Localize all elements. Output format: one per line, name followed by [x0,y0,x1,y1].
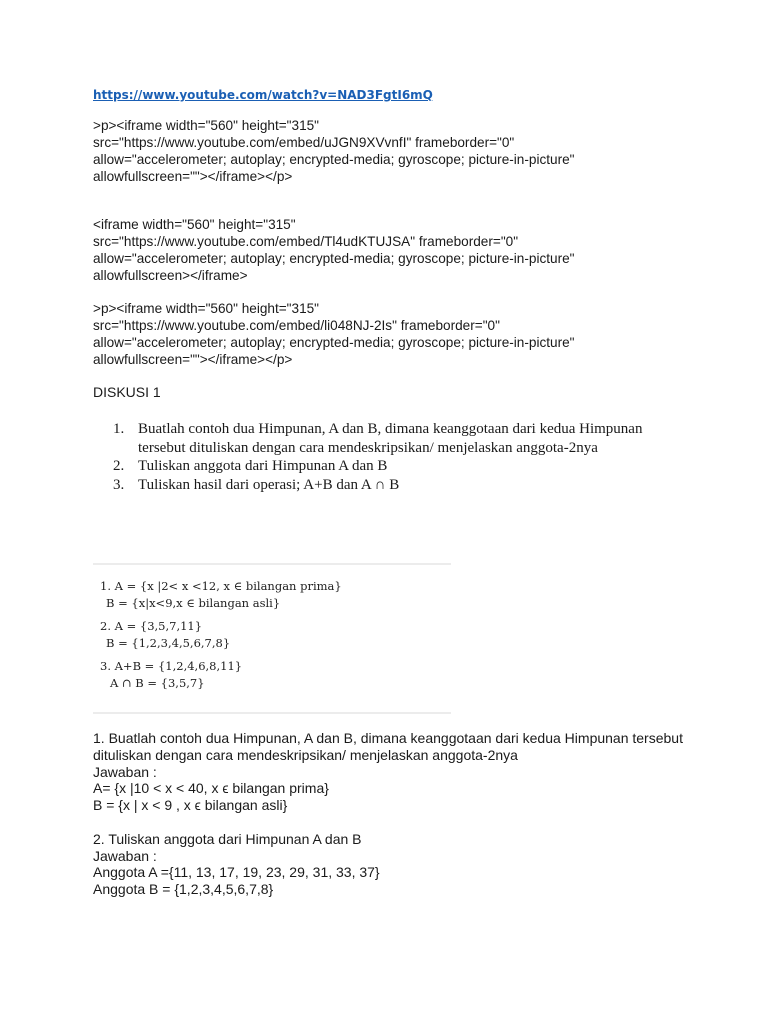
question-2: 2. Tuliskan anggota dari Himpunan A dan B [93,830,362,847]
diskusi-question-list [113,420,673,494]
list-item [113,420,673,457]
math-line: A ∩ B = {3,5,7} [110,676,205,690]
diskusi-heading: DISKUSI 1 [93,384,161,400]
answer-label-1: Jawaban : [93,763,157,780]
list-item [113,476,673,495]
list-number: 1. [113,421,125,437]
question-1: 1. Buatlah contoh dua Himpunan, A dan B, dimana keanggotaan dari kedua Himpunan tersebut dituliskan dengan cara mendeskripsikan/ menjelaskan anggota-2nya [93,730,683,763]
embed-code-3: >p><iframe width="560" height="315" src="https://www.youtube.com/embed/li048NJ-2Is" frameborder="0" allow="accelerometer; autoplay; encrypted-media; gyroscope; picture-in-picture" allowfullscreen=""></iframe></p> [93,301,575,367]
list-text: Tuliskan hasil dari operasi; A+B dan A ∩ B [138,476,400,493]
answer-2-a: Anggota A ={11, 13, 17, 19, 23, 29, 31, 33, 37} [93,864,380,881]
list-text: Buatlah contoh dua Himpunan, A dan B, dimana keanggotaan dari kedua Himpunan tersebut dituliskan dengan cara mendeskripsikan/ menjelaskan anggota-2nya [138,421,643,456]
math-line: 1. A = {x |2< x <12, x ∈ bilangan prima} [100,579,342,593]
answer-2-b: Anggota B = {1,2,3,4,5,6,7,8} [93,881,274,898]
math-line: B = {x|x<9,x ∈ bilangan asli} [106,596,281,610]
math-line: B = {1,2,3,4,5,6,7,8} [106,636,231,650]
divider-bottom [93,712,451,714]
math-answer-image [100,578,342,692]
list-item [113,457,673,476]
youtube-link[interactable]: https://www.youtube.com/watch?v=NAD3FgtI6mQ [93,88,433,102]
embed-code-1: >p><iframe width="560" height="315" src="https://www.youtube.com/embed/uJGN9XVvnfI" frameborder="0" allow="accelerometer; autoplay; encrypted-media; gyroscope; picture-in-picture" allowfullscreen=""></iframe></p> [93,118,575,184]
list-number: 2. [113,458,125,474]
math-line: 3. A+B = {1,2,4,6,8,11} [100,659,243,673]
divider-top [93,563,451,565]
embed-code-2: <iframe width="560" height="315" src="https://www.youtube.com/embed/Tl4udKTUJSA" frameborder="0" allow="accelerometer; autoplay; encrypted-media; gyroscope; picture-in-picture" allowfullscreen></iframe> [93,217,575,283]
list-number: 3. [113,476,125,493]
list-text: Tuliskan anggota dari Himpunan A dan B [138,458,388,474]
answer-label-2: Jawaban : [93,847,157,864]
answer-section [93,730,683,898]
answer-1-b: B = {x | x < 9 , x ϵ bilangan asli} [93,797,288,814]
answer-1-a: A= {x |10 < x < 40, x ϵ bilangan prima} [93,780,329,797]
math-line: 2. A = {3,5,7,11} [100,619,203,633]
